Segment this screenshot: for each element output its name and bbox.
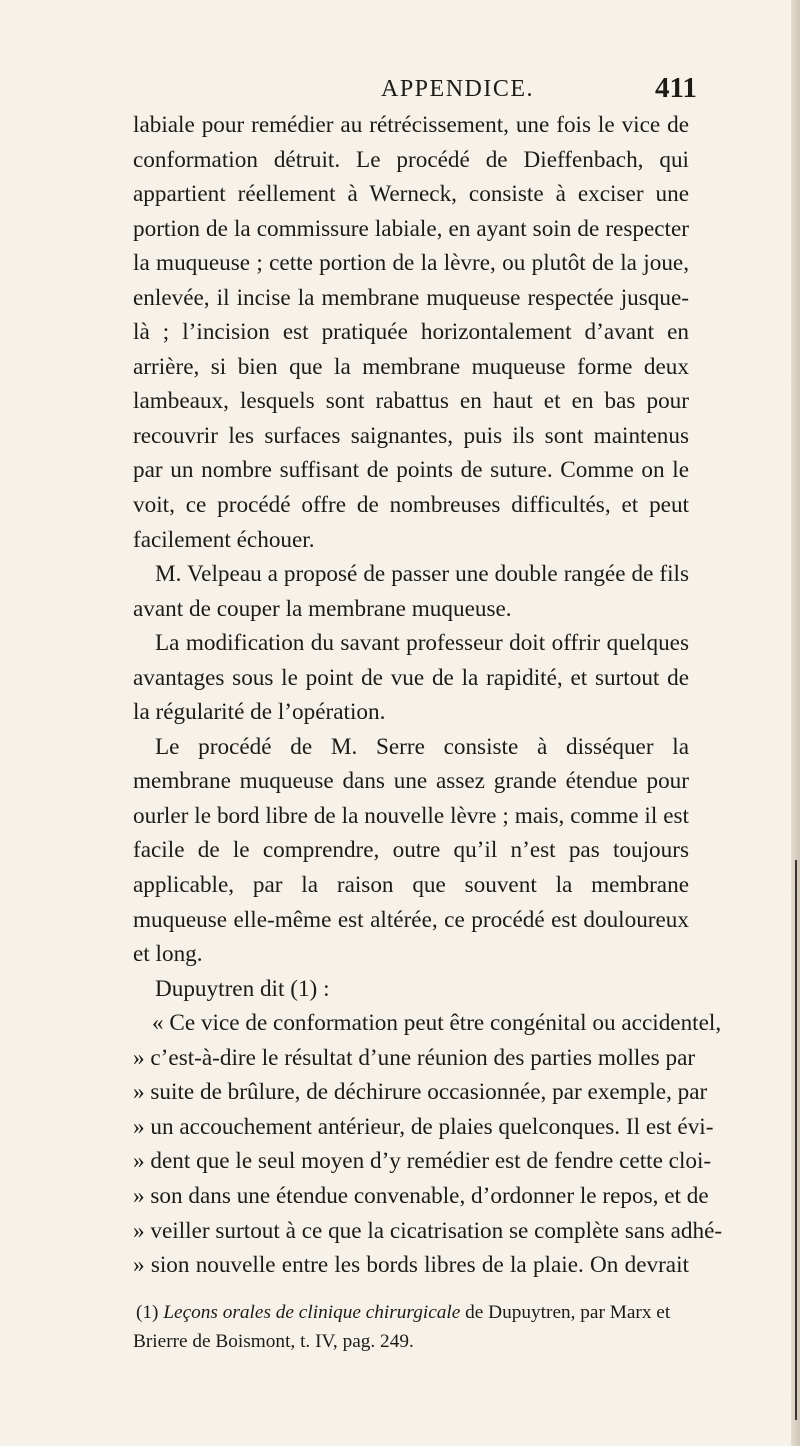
quote-line: » veiller surtout à ce que la cicatrisation se complète sans adhé- bbox=[133, 1217, 723, 1244]
quote-line: » un accouchement antérieur, de plaies quelconques. Il est évi- bbox=[133, 1113, 714, 1140]
paragraph-dieffenbach-procedure: labiale pour remédier au rétrécissement, une fois le vice de conformation détruit. Le procédé de Dieffenbach, qui appartient réellement à Werneck, consiste à exciser une portion de la commissure labiale, en ayant soin de respecter la muqueuse ; cette portion de la lèvre, ou plutôt de la joue, enlevée, il incise la membrane muqueuse respectée jusque-là ; l’incision est pratiquée horizontalement d’avant en arrière, si bien que la membrane muqueuse forme deux lambeaux, lesquels sont rabattus en haut et en bas pour recouvrir les surfaces saignantes, puis ils sont maintenus par un nombre suffisant de points de suture. Comme on le voit, ce procédé offre de nombreuses difficultés, et peut facilement échouer. bbox=[133, 112, 689, 553]
quote-line: » son dans une étendue convenable, d’ordonner le repos, et de bbox=[133, 1182, 709, 1209]
page-number: 411 bbox=[655, 72, 697, 104]
paragraph-dupuytren-intro: Dupuytren dit (1) : bbox=[155, 975, 330, 1002]
paragraph-serre-procedure: Le procédé de M. Serre consiste à disséquer la membrane muqueuse dans une assez grande étendue pour ourler le bord libre de la nouvelle lèvre ; mais, comme il est facile de le comprendre, outre qu’il n’est pas toujours applicable, par la raison que souvent la membrane muqueuse elle-même est altérée, ce procédé est douloureux et long. bbox=[133, 733, 689, 968]
footnote-citation: de Dupuytren, par Marx et Brierre de Boismont, t. IV, pag. 249. bbox=[133, 1302, 671, 1352]
quote-line: » suite de brûlure, de déchirure occasionnée, par exemple, par bbox=[133, 1079, 708, 1106]
page-header bbox=[0, 72, 800, 112]
paragraph-modification: La modification du savant professeur doit offrir quelques avantages sous le point de vue de la rapidité, et surtout de la régularité de l’opération. bbox=[133, 630, 689, 726]
body-text bbox=[133, 108, 723, 1283]
footnote-work-title: Leçons orales de clinique chirurgicale bbox=[163, 1302, 461, 1323]
quote-line: » c’est-à-dire le résultat d’une réunion des parties molles par bbox=[133, 1044, 696, 1071]
footnote-marker: (1) bbox=[136, 1302, 159, 1323]
quote-line: » sion nouvelle entre les bords libres de la plaie. On devrait bbox=[133, 1252, 689, 1279]
dupuytren-quote bbox=[133, 1006, 723, 1282]
page-binding-edge bbox=[791, 0, 800, 1446]
footnote bbox=[133, 1298, 689, 1356]
quote-line: « Ce vice de conformation peut être congénital ou accidentel, bbox=[152, 1010, 722, 1037]
running-head: APPENDICE. bbox=[381, 76, 535, 102]
footnotes bbox=[133, 1298, 689, 1356]
quote-line: » dent que le seul moyen d’y remédier est de fendre cette cloi- bbox=[133, 1148, 712, 1175]
paragraph-velpeau: M. Velpeau a proposé de passer une double rangée de fils avant de couper la membrane muqueuse. bbox=[133, 561, 689, 622]
